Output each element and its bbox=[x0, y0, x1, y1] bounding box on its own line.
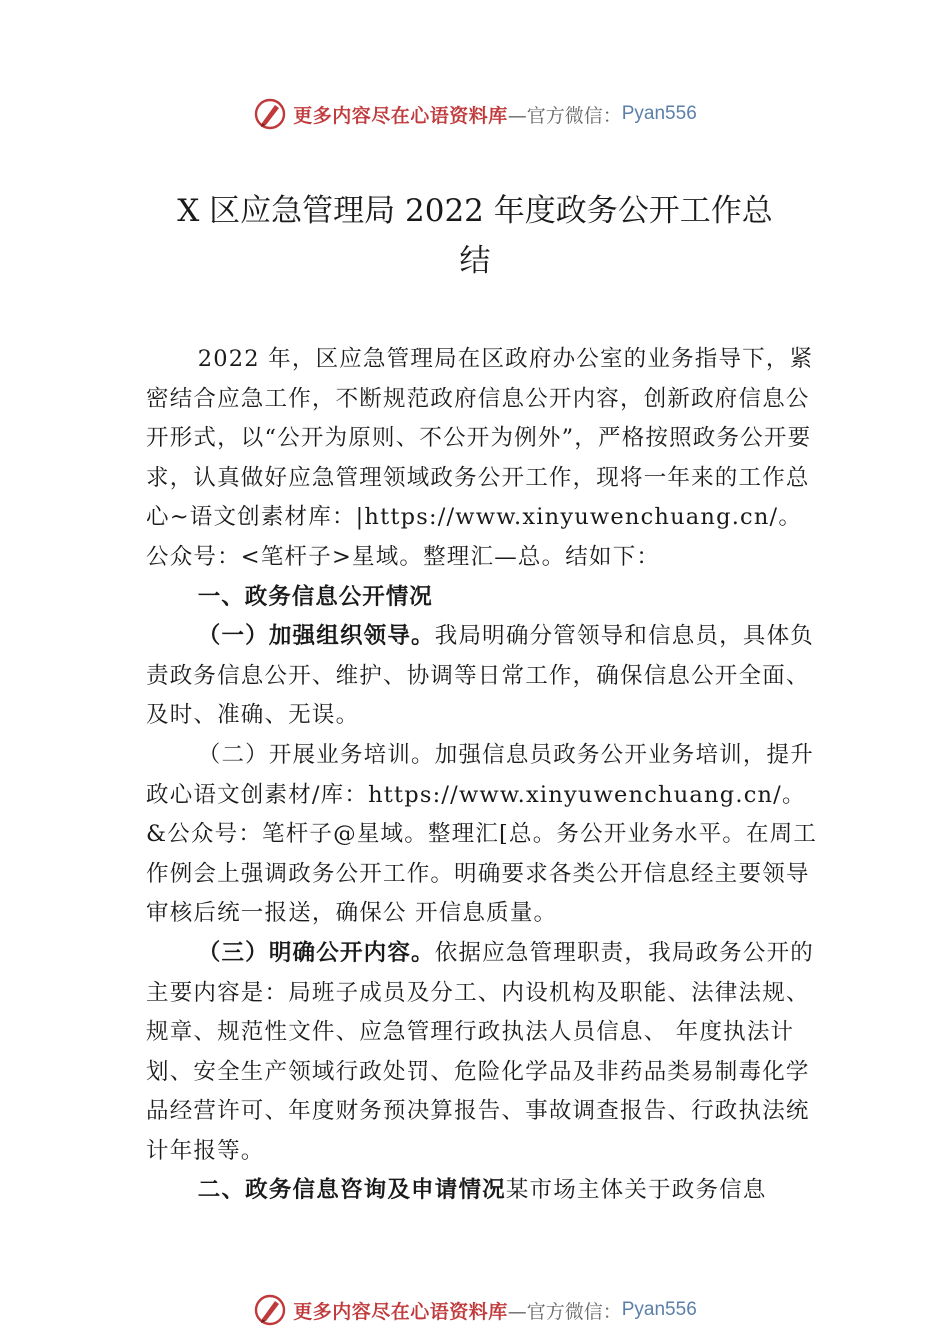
banner-site-name: 更多内容尽在心语资料库 bbox=[293, 1300, 508, 1323]
document-body bbox=[146, 340, 818, 1211]
watermark-banner-top bbox=[0, 94, 950, 134]
intro-paragraph: 2022 年，区应急管理局在区政府办公室的业务指导下，紧密结合应急工作，不断规范政府信息公开内容，创新政府信息公开形式，以“公开为原则、不公开为例外”，严格按照政务公开要求，认真做好应急管理领域政务公开工作，现将一年来的工作总心~语文创素材库：|https://www.xinyuwenchuang.cn/。公众号：<笔杆子>星域。整理汇—总。结如下： bbox=[146, 346, 814, 570]
banner-wechat-id: Pyan556 bbox=[621, 1299, 697, 1320]
item-3-text: 依据应急管理职责，我局政务公开的主要内容是：局班子成员及分工、内设机构及职能、法律法规、规章、规范性文件、应急管理行政执法人员信息、 年度执法计划、安全生产领域行政处罚、危险化学品及非药品类易制毒化学品经营许可、年度财务预决算报告、事故调查报告、行政执法统计年报等。 bbox=[146, 939, 814, 1164]
item-3-paragraph bbox=[146, 934, 818, 1172]
pen-circle-icon bbox=[253, 1293, 287, 1327]
section-2-paragraph bbox=[146, 1171, 818, 1211]
item-1-text: 我局明确分管领导和信息员，具体负责政务信息公开、维护、协调等日常工作，确保信息公开全面、及时、准确、无误。 bbox=[146, 623, 814, 729]
banner-site-name: 更多内容尽在心语资料库 bbox=[293, 104, 508, 127]
title-line-1: X 区应急管理局 2022 年度政务公开工作总 bbox=[177, 193, 773, 229]
section-1-heading: 一、政务信息公开情况 bbox=[197, 583, 433, 610]
banner-wechat-id: Pyan556 bbox=[621, 103, 697, 124]
watermark-banner-bottom bbox=[0, 1290, 950, 1330]
item-3-lead: （三）明确公开内容。 bbox=[197, 939, 435, 966]
item-2-paragraph: （二）开展业务培训。加强信息员政务公开业务培训，提升政心语文创素材/库：https://www.xinyuwenchuang.cn/。&公众号：笔杆子@星域。整理汇[总。务公开业务水平。在周工作例会上强调政务公开工作。明确要求各类公开信息经主要领导审核后统一报送，确保公 开信息质量。 bbox=[146, 741, 818, 927]
item-1-lead: （一）加强组织领导。 bbox=[197, 623, 435, 650]
title-line-2: 结 bbox=[459, 243, 491, 279]
section-2-text: 某市场主体关于政务信息 bbox=[505, 1177, 767, 1204]
document-title bbox=[0, 186, 950, 286]
banner-dash-label: —官方微信： bbox=[507, 1300, 622, 1323]
pen-circle-icon bbox=[253, 97, 287, 131]
section-2-heading: 二、政务信息咨询及申请情况 bbox=[197, 1177, 506, 1204]
banner-dash-label: —官方微信： bbox=[507, 104, 622, 127]
item-1-paragraph bbox=[146, 617, 818, 736]
